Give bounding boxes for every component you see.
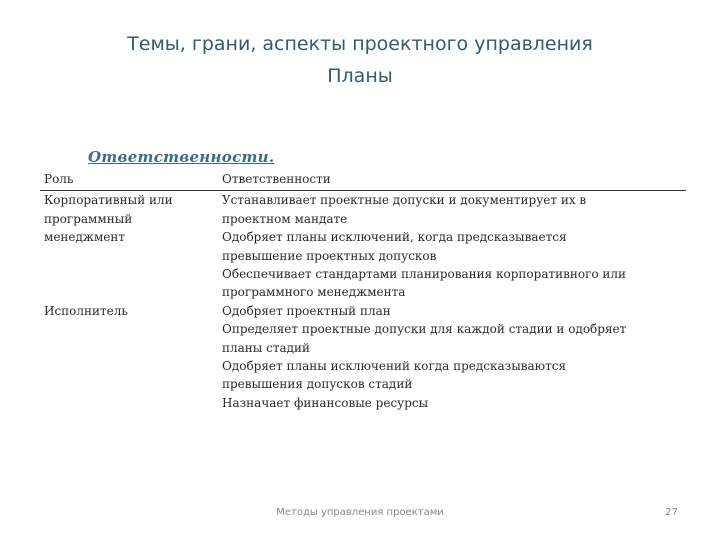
responsibility-line: превышение проектных допусков [222,248,437,263]
footer-text: Методы управления проектами [276,507,444,518]
role-line: Исполнитель [44,303,128,318]
page-number: 27 [665,507,678,518]
responsibility-line: Одобряет проектный план [222,303,391,318]
slide-subtitle: Планы [327,65,393,87]
header-role: Роль [44,172,74,186]
slide-title: Темы, грани, аспекты проектного управления [127,33,593,55]
responsibility-cell [222,302,686,412]
responsibility-line: превышения допусков стадий [222,377,413,392]
responsibility-line: проектном мандате [222,211,348,226]
responsibility-line: Одобряет планы исключений, когда предсказывается [222,230,567,245]
responsibility-line: планы стадий [222,340,311,355]
role-line: программный [44,211,133,226]
table-header-row [40,170,686,191]
responsibility-line: Устанавливает проектные допуски и документирует их в [222,193,587,208]
section-heading: Ответственности. [88,148,275,166]
role-line: менеджмент [44,230,126,245]
role-cell [40,302,222,412]
table-row [40,191,686,301]
role-line: Корпоративный или [44,193,173,208]
header-responsibility: Ответственности [222,172,331,186]
role-cell [40,191,222,301]
responsibilities-table [40,170,686,412]
responsibility-line: Назначает финансовые ресурсы [222,395,429,410]
responsibility-line: Определяет проектные допуски для каждой стадии и одобряет [222,322,627,337]
responsibility-line: Обеспечивает стандартами планирования корпоративного или [222,267,627,282]
responsibility-cell [222,191,686,301]
responsibility-line: Одобряет планы исключений когда предсказываются [222,359,567,374]
responsibility-line: программного менеджмента [222,285,406,300]
table-row [40,302,686,412]
